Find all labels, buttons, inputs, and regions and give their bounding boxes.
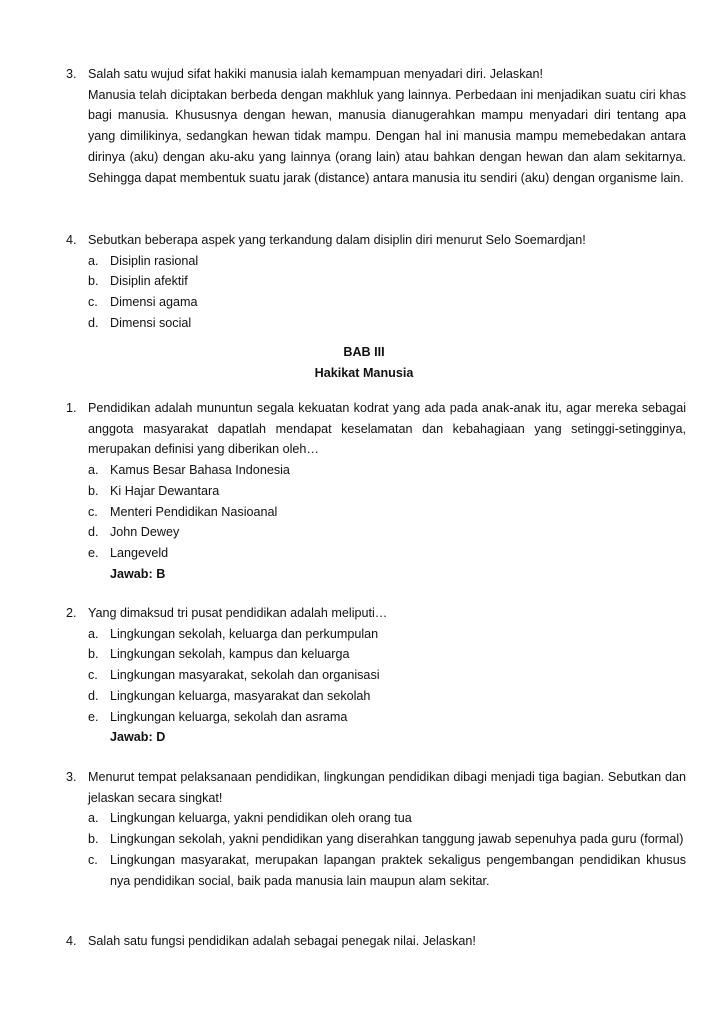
option-letter: d. xyxy=(88,688,99,703)
option-text: Lingkungan keluarga, masyarakat dan sekolah xyxy=(110,688,371,703)
option-e xyxy=(88,707,686,728)
question-text: Pendidikan adalah mununtun segala kekuatan kodrat yang ada pada anak-anak itu, agar mereka sebagai anggota masyarakat dapatlah mendapat keselamatan dan kebahagiaan yang setinggi-setingginya, merupakan definisi yang diberikan oleh… xyxy=(88,401,686,457)
option-letter: e. xyxy=(88,709,99,724)
option-text: Lingkungan keluarga, sekolah dan asrama xyxy=(110,709,348,724)
option-letter: b. xyxy=(88,483,99,498)
option-text: John Dewey xyxy=(110,525,180,540)
option-text: Lingkungan sekolah, kampus dan keluarga xyxy=(110,647,350,662)
chapter-number: BAB III xyxy=(343,345,385,359)
option-letter: b. xyxy=(88,647,99,662)
chapter-title: Hakikat Manusia xyxy=(314,365,414,380)
option-letter: a. xyxy=(88,253,99,268)
answer-key: Jawab: B xyxy=(110,566,166,581)
option-text: Disiplin rasional xyxy=(110,253,199,268)
question-text: Sebutkan beberapa aspek yang terkandung dalam disiplin diri menurut Selo Soemardjan! xyxy=(88,233,586,247)
option-text: Dimensi social xyxy=(110,315,192,330)
option-letter: b. xyxy=(88,274,99,289)
chapter-heading xyxy=(0,342,728,383)
question-number: 1. xyxy=(66,401,77,415)
question-1-education-definition xyxy=(66,398,686,584)
question-3-education-environment xyxy=(66,767,686,891)
option-text: Langeveld xyxy=(110,545,169,560)
question-text: Salah satu fungsi pendidikan adalah sebagai penegak nilai. Jelaskan! xyxy=(88,934,476,948)
option-letter: a. xyxy=(88,463,99,478)
option-c xyxy=(88,665,686,686)
option-a xyxy=(88,808,686,829)
answer-paragraph: Manusia telah diciptakan berbeda dengan makhluk yang lainnya. Perbedaan ini menjadikan suatu ciri khas bagi manusia. Khususnya dengan hewan, manusia dianugerahkan mampu menyadari diri tentang apa yang dimilikinya, sedangkan hewan tidak mampu. Dengan hal ini manusia mampu memebedakan antara dirinya (aku) dengan aku-aku yang lainnya (orang lain) atau bahkan dengan hewan dan alam sekitarnya. Sehingga dapat membentuk suatu jarak (distance) antara manusia itu sendiri (aku) dengan organisme lain. xyxy=(88,87,686,185)
option-c xyxy=(88,502,686,523)
question-text: Menurut tempat pelaksanaan pendidikan, lingkungan pendidikan dibagi menjadi tiga bagian. Sebutkan dan jelaskan secara singkat! xyxy=(88,770,686,805)
question-number: 3. xyxy=(66,770,77,784)
option-b xyxy=(88,644,686,665)
option-letter: e. xyxy=(88,545,99,560)
question-number: 2. xyxy=(66,606,77,620)
option-a xyxy=(88,624,686,645)
question-3-self-awareness xyxy=(66,64,686,188)
option-letter: c. xyxy=(88,668,98,683)
option-letter: b. xyxy=(88,832,99,847)
question-number: 4. xyxy=(66,934,77,948)
option-letter: d. xyxy=(88,315,99,330)
question-4-value-enforcer xyxy=(66,931,686,952)
option-text: Dimensi agama xyxy=(110,295,198,310)
option-letter: a. xyxy=(88,811,99,826)
option-d xyxy=(88,686,686,707)
option-d xyxy=(88,313,686,334)
option-text: Lingkungan keluarga, yakni pendidikan oleh orang tua xyxy=(110,811,412,826)
option-c xyxy=(88,850,686,891)
option-text: Ki Hajar Dewantara xyxy=(110,483,220,498)
option-letter: c. xyxy=(88,852,98,867)
question-number: 3. xyxy=(66,67,77,81)
option-c xyxy=(88,292,686,313)
option-text: Disiplin afektif xyxy=(110,274,188,289)
option-text: Lingkungan sekolah, keluarga dan perkumpulan xyxy=(110,626,379,641)
answer-key: Jawab: D xyxy=(110,730,166,745)
question-2-tri-centre-education xyxy=(66,603,686,748)
option-letter: c. xyxy=(88,295,98,310)
option-letter: c. xyxy=(88,504,98,519)
option-text: Lingkungan masyarakat, sekolah dan organisasi xyxy=(110,668,380,683)
question-text: Yang dimaksud tri pusat pendidikan adalah meliputi… xyxy=(88,606,388,620)
option-a xyxy=(88,460,686,481)
question-number: 4. xyxy=(66,233,77,247)
option-b xyxy=(88,829,686,850)
option-letter: a. xyxy=(88,626,99,641)
option-b xyxy=(88,271,686,292)
question-text: Salah satu wujud sifat hakiki manusia ialah kemampuan menyadari diri. Jelaskan! xyxy=(88,67,544,81)
option-e xyxy=(88,543,686,564)
option-text: Lingkungan masyarakat, merupakan lapangan praktek sekaligus pengembangan pendidikan khusus nya pendidikan social, baik pada manusia lain maupun alam sekitar. xyxy=(110,852,686,888)
option-b xyxy=(88,481,686,502)
option-d xyxy=(88,522,686,543)
option-text: Lingkungan sekolah, yakni pendidikan yang diserahkan tanggung jawab sepenuhya pada guru (formal) xyxy=(110,832,684,847)
option-a xyxy=(88,251,686,272)
option-text: Menteri Pendidikan Nasioanal xyxy=(110,504,278,519)
option-text: Kamus Besar Bahasa Indonesia xyxy=(110,463,290,478)
question-4-self-discipline xyxy=(66,230,686,334)
option-letter: d. xyxy=(88,525,99,540)
